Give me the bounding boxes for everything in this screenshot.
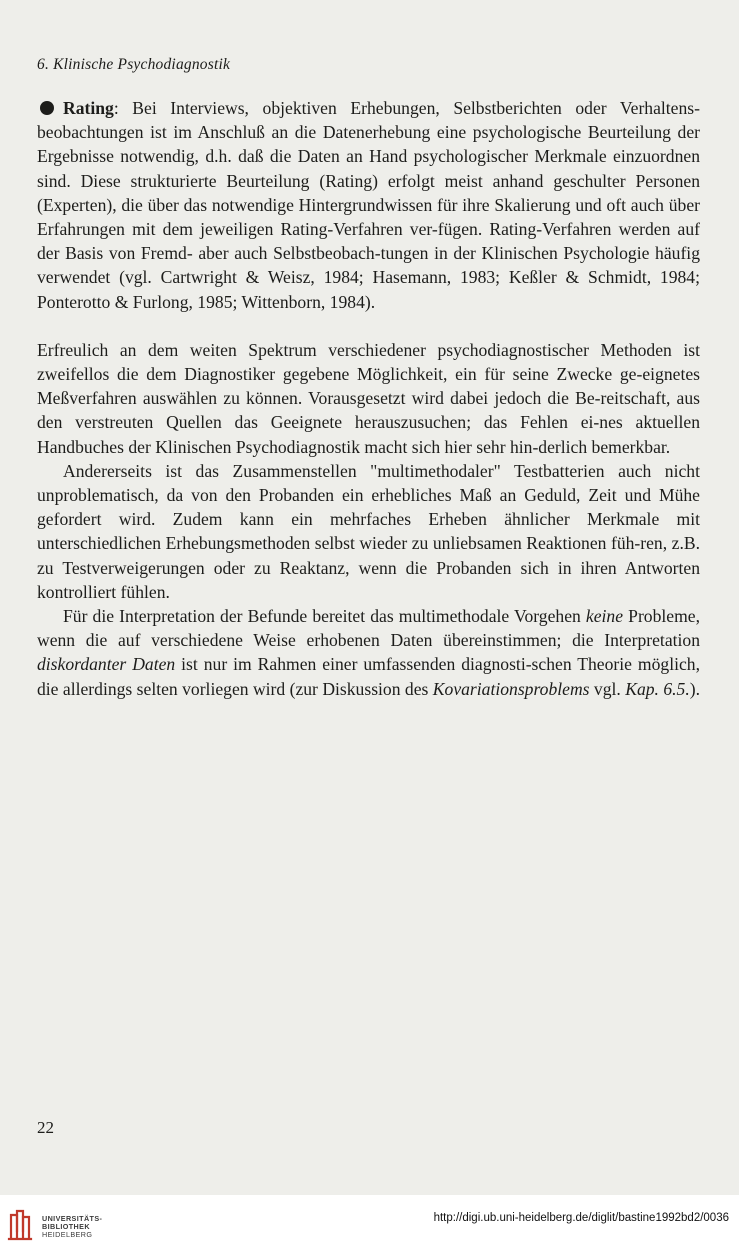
interp-text-a: Für die Interpretation der Befunde bereitet das multimethodale Vorgehen: [63, 606, 586, 627]
bullet-icon: [40, 101, 54, 115]
library-line-1: UNIVERSITÄTS-: [42, 1214, 103, 1223]
running-header: 6. Klinische Psychodiagnostik: [37, 56, 231, 73]
paragraph-spectrum: Erfreulich an dem weiten Spektrum verschiedener psychodiagnostischer Methoden ist zweifellos die dem Diagnostiker gegebene Möglichkeit, ein für seine Zwecke ge-eignetes Meßverfahren auswählen zu können. Vorausgesetzt wird dabei jedoch die Be-reitschaft, aus den verstreuten Quellen das Geeignete herauszusuchen; das Fehlen ei-nes aktuellen Handbuches der Klinischen Psychodiagnostik macht sich hier sehr hin-derlich bemerkbar.: [37, 339, 700, 457]
paragraph-interpretation: [37, 604, 700, 701]
library-name: [42, 1215, 102, 1239]
interp-text-c: ist nur im Rahmen einer umfassenden diagnosti-schen Theorie möglich, die allerdings selten vorliegen wird (zur Diskussion des: [37, 654, 700, 699]
body-text: [37, 96, 700, 701]
interp-text-d: vgl.: [589, 678, 626, 699]
page-number: 22: [37, 1118, 54, 1137]
source-url-link[interactable]: http://digi.ub.uni-heidelberg.de/diglit/bastine1992bd2/0036: [433, 1212, 729, 1224]
interp-text-e: ).: [689, 678, 700, 699]
rating-term: Rating: [63, 98, 114, 118]
paragraph-rating: [37, 96, 700, 314]
interp-italic-diskordant: diskordanter Daten: [37, 654, 176, 675]
rating-text: : Bei Interviews, objektiven Erhebungen, Selbstberichten oder Verhaltens-beobachtungen ist im Anschluß an die Datenerhebung eine psychologische Beurteilung der Ergebnisse notwendig, d.h. daß die Daten an Hand psychologischer Merkmale einzuordnen sind. Diese strukturierte Beurteilung (Rating) erfolgt meist anhand geschulter Personen (Experten), die über das notwendige Hintergrundwissen für ihre Skalierung und oft auch über Erfahrungen mit dem jeweiligen Rating-Verfahren ver-fügen. Rating-Verfahren werden auf der Basis von Fremd- aber auch Selbstbeobach-tungen in der Klinischen Psychologie häufig verwendet (vgl. Cartwright & Weisz, 1984; Hasemann, 1983; Keßler & Schmidt, 1984; Ponterotto & Furlong, 1985; Wittenborn, 1984).: [37, 98, 700, 312]
library-line-2: BIBLIOTHEK: [42, 1222, 90, 1231]
interp-italic-kovariation: Kovariationsproblems: [432, 678, 590, 699]
paragraph-testbatteries: Andererseits ist das Zusammenstellen "multimethodaler" Testbatterien auch nicht unproblematisch, da von den Probanden ein erhebliches Maß an Geduld, Zeit und Mühe gefordert wird. Zudem kann ein mehrfaches Erheben ähnlicher Merkmale mit unterschiedlichen Erhebungsmethoden selbst wieder zu unliebsamen Reaktionen füh-ren, z.B. zu Testverweigerungen oder zu Reaktanz, wenn die Probanden sich in ihren Antworten kontrolliert fühlen.: [37, 460, 700, 602]
library-line-3: HEIDELBERG: [42, 1230, 93, 1239]
footer-bar: [0, 1195, 739, 1255]
interp-italic-kapitel: Kap. 6.5.: [625, 678, 690, 699]
library-logo-icon: [7, 1207, 35, 1241]
interp-text-b: Probleme, wenn die auf verschiedene Weise erhobenen Daten übereinstimmen; die Interpretation: [37, 606, 700, 651]
interp-italic-keine: keine: [585, 606, 624, 627]
